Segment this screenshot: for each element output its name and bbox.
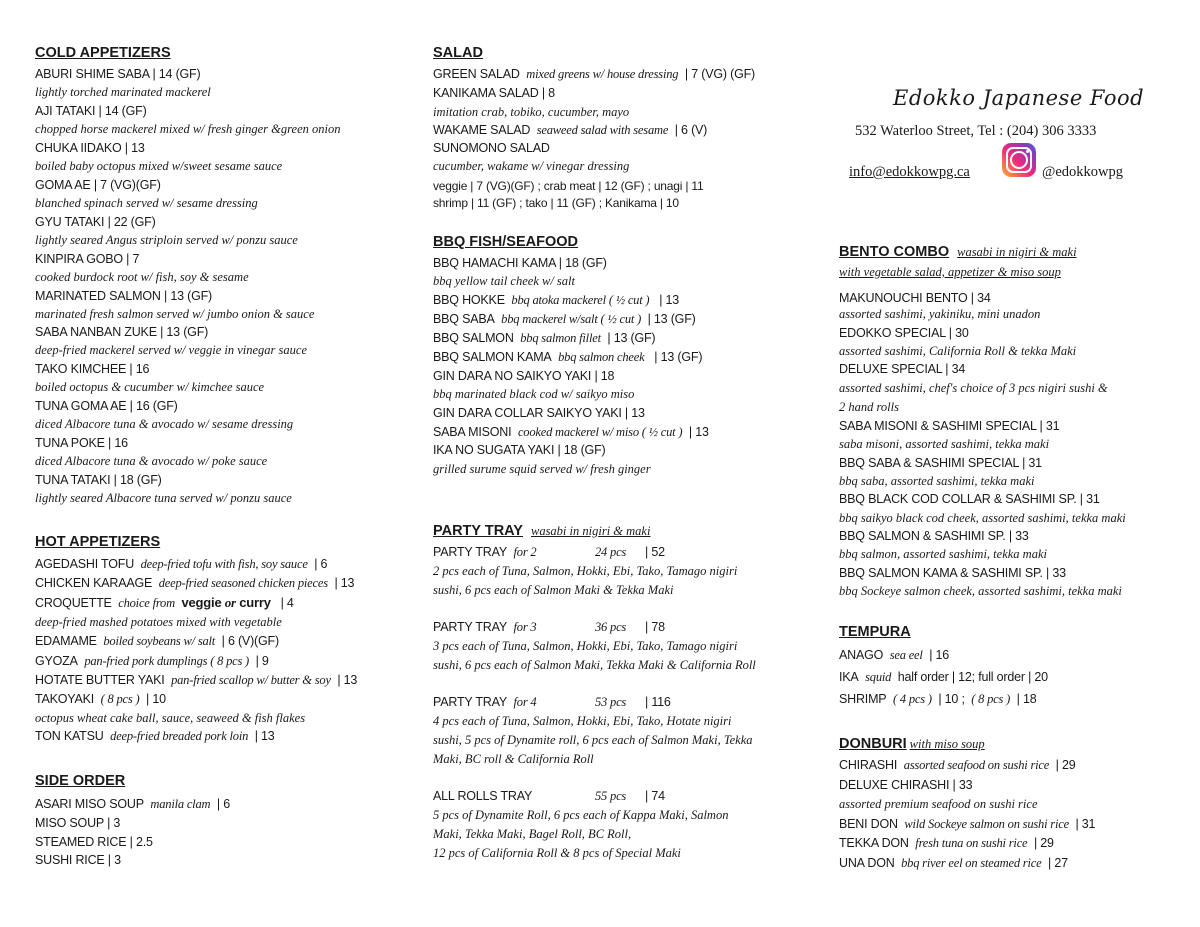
item-description: 3 pcs each of Tuna, Salmon, Hokki, Ebi, Tako, Tamago nigiri [433,639,738,653]
menu-item: BENI DON wild Sockeye salmon on sushi rice | 31 [839,817,1096,831]
item-description: assorted sashimi, yakiniku, mini unadon [839,307,1041,321]
item-description: marinated fresh salmon served w/ jumbo onion & sauce [35,307,315,321]
item-description: 4 pcs each of Tuna, Salmon, Hokki, Ebi, Tako, Hotate nigiri [433,714,732,728]
item-description: deep-fried mackerel served w/ veggie in vinegar sauce [35,343,308,357]
item-description: bbq salmon, assorted sashimi, tekka maki [839,547,1047,561]
donburi-heading: DONBURI with miso soup [839,736,985,752]
item-description: 2 hand rolls [839,400,899,414]
menu-item: CHIRASHI assorted seafood on sushi rice | 29 [839,758,1076,772]
item-description: octopus wheat cake ball, sauce, seaweed & fish flakes [35,711,306,725]
menu-item: GIN DARA NO SAIKYO YAKI | 18 [433,369,615,383]
menu-item: BBQ SALMON KAMA bbq salmon cheek | 13 (GF) [433,350,703,364]
menu-item-options: veggie | 7 (VG)(GF) ; crab meat | 12 (GF) ; unagi | 11 [433,179,704,193]
menu-item: AGEDASHI TOFU deep-fried tofu with fish, soy sauce | 6 [35,557,328,571]
item-description: assorted sashimi, California Roll & tekka Maki [839,344,1077,358]
menu-item: EDAMAME boiled soybeans w/ salt | 6 (V)(GF) [35,634,279,648]
item-description: 12 pcs of California Roll & 8 pcs of Special Maki [433,846,681,860]
item-description: bbq saba, assorted sashimi, tekka maki [839,474,1035,488]
item-description: Maki, BC roll & California Roll [433,752,594,766]
menu-item: CHUKA IIDAKO | 13 [35,141,145,155]
menu-item: GYU TATAKI | 22 (GF) [35,215,156,229]
menu-item: TAKO KIMCHEE | 16 [35,362,150,376]
menu-item: BBQ SALMON KAMA & SASHIMI SP. | 33 [839,566,1066,580]
menu-item: KANIKAMA SALAD | 8 [433,86,555,100]
item-description: bbq marinated black cod w/ saikyo miso [433,387,635,401]
menu-item: TUNA GOMA AE | 16 (GF) [35,399,178,413]
menu-item: TAKOYAKI ( 8 pcs ) | 10 [35,692,166,706]
menu-item: KINPIRA GOBO | 7 [35,252,140,266]
tempura-heading: TEMPURA [839,624,911,640]
party-tray-item: ALL ROLLS TRAY 55 pcs | 74 [433,789,665,803]
item-description: deep-fried mashed potatoes mixed with vegetable [35,615,282,629]
menu-item: SUSHI RICE | 3 [35,853,121,867]
menu-item: MARINATED SALMON | 13 (GF) [35,289,213,303]
item-description: sushi, 6 pcs each of Salmon Maki & Tekka Maki [433,583,674,597]
menu-item: ABURI SHIME SABA | 14 (GF) [35,67,201,81]
menu-item: EDOKKO SPECIAL | 30 [839,326,969,340]
menu-item: TUNA TATAKI | 18 (GF) [35,473,162,487]
item-description: imitation crab, tobiko, cucumber, mayo [433,105,630,119]
menu-item: MAKUNOUCHI BENTO | 34 [839,291,991,305]
menu-item: ASARI MISO SOUP manila clam | 6 [35,797,230,811]
item-description: chopped horse mackerel mixed w/ fresh ginger &green onion [35,122,341,136]
menu-item: BBQ SABA & SASHIMI SPECIAL | 31 [839,456,1042,470]
menu-item: BBQ HAMACHI KAMA | 18 (GF) [433,256,607,270]
hot-appetizers-heading: HOT APPETIZERS [35,534,161,550]
menu-item: CHICKEN KARAAGE deep-fried seasoned chicken pieces | 13 [35,576,355,590]
menu-item: TUNA POKE | 16 [35,436,128,450]
item-description: 5 pcs of Dynamite Roll, 6 pcs each of Kappa Maki, Salmon [433,808,729,822]
item-description: diced Albacore tuna & avocado w/ sesame dressing [35,417,294,431]
bento-combo-heading: BENTO COMBO wasabi in nigiri & maki [839,244,1077,260]
menu-item: BBQ SALMON bbq salmon fillet | 13 (GF) [433,331,656,345]
item-description: boiled octopus & cucumber w/ kimchee sauce [35,380,265,394]
menu-item: MISO SOUP | 3 [35,816,121,830]
item-description: blanched spinach served w/ sesame dressing [35,196,258,210]
menu-item: BBQ BLACK COD COLLAR & SASHIMI SP. | 31 [839,492,1100,506]
party-tray-item: PARTY TRAY for 2 24 pcs | 52 [433,545,665,559]
menu-item: AJI TATAKI | 14 (GF) [35,104,147,118]
instagram-handle: @edokkowpg [1042,164,1124,180]
menu-item: WAKAME SALAD seaweed salad with sesame | 6 (V) [433,123,708,137]
bbq-heading: BBQ FISH/SEAFOOD [433,234,579,250]
party-tray-item: PARTY TRAY for 4 53 pcs | 116 [433,695,671,709]
item-description: bbq yellow tail cheek w/ salt [433,274,575,288]
restaurant-name: Edokko Japanese Food [893,86,1145,110]
menu-item: SHRIMP ( 4 pcs ) | 10 ; ( 8 pcs ) | 18 [839,692,1037,706]
menu-item: STEAMED RICE | 2.5 [35,835,153,849]
item-description: bbq saikyo black cod cheek, assorted sashimi, tekka maki [839,511,1126,525]
menu-item: HOTATE BUTTER YAKI pan-fried scallop w/ butter & soy | 13 [35,673,358,687]
menu-item: CROQUETTE choice from veggie or curry | 4 [35,595,294,610]
menu-item-options: shrimp | 11 (GF) ; tako | 11 (GF) ; Kanikama | 10 [433,196,679,210]
item-description: saba misoni, assorted sashimi, tekka maki [839,437,1050,451]
item-description: cucumber, wakame w/ vinegar dressing [433,159,630,173]
side-order-heading: SIDE ORDER [35,773,126,789]
cold-appetizers-heading: COLD APPETIZERS [35,45,171,61]
menu-item: IKA squid half order | 12; full order | 20 [839,670,1048,684]
item-description: lightly torched marinated mackerel [35,85,211,99]
item-description: lightly seared Albacore tuna served w/ ponzu sauce [35,491,292,505]
item-description: diced Albacore tuna & avocado w/ poke sauce [35,454,268,468]
menu-item: SABA MISONI & SASHIMI SPECIAL | 31 [839,419,1060,433]
menu-item: IKA NO SUGATA YAKI | 18 (GF) [433,443,606,457]
menu-item: BBQ SABA bbq mackerel w/salt ( ½ cut ) | 13 (GF) [433,312,696,326]
menu-item: BBQ SALMON & SASHIMI SP. | 33 [839,529,1029,543]
item-description: 2 pcs each of Tuna, Salmon, Hokki, Ebi, Tako, Tamago nigiri [433,564,738,578]
menu-item: UNA DON bbq river eel on steamed rice | 27 [839,856,1068,870]
menu-item: TON KATSU deep-fried breaded pork loin | 13 [35,729,275,743]
party-tray-item: PARTY TRAY for 3 36 pcs | 78 [433,620,665,634]
item-description: grilled surume squid served w/ fresh ginger [433,462,651,476]
menu-item: TEKKA DON fresh tuna on sushi rice | 29 [839,836,1054,850]
item-description: sushi, 6 pcs each of Salmon Maki, Tekka Maki & California Roll [433,658,756,672]
item-description: cooked burdock root w/ fish, soy & sesame [35,270,249,284]
menu-item: SABA NANBAN ZUKE | 13 (GF) [35,325,209,339]
menu-item: ANAGO sea eel | 16 [839,648,950,662]
salad-heading: SALAD [433,45,483,61]
menu-item: BBQ HOKKE bbq atoka mackerel ( ½ cut ) | 13 [433,293,680,307]
item-description: Maki, Tekka Maki, Bagel Roll, BC Roll, [433,827,632,841]
menu-item: DELUXE CHIRASHI | 33 [839,778,973,792]
email-link[interactable]: info@edokkowpg.ca [849,164,970,180]
menu-item: GIN DARA COLLAR SAIKYO YAKI | 13 [433,406,645,420]
party-tray-heading: PARTY TRAY wasabi in nigiri & maki [433,523,651,539]
menu-item: GOMA AE | 7 (VG)(GF) [35,178,161,192]
item-description: bbq Sockeye salmon cheek, assorted sashimi, tekka maki [839,584,1122,598]
item-description: assorted premium seafood on sushi rice [839,797,1038,811]
menu-item: DELUXE SPECIAL | 34 [839,362,966,376]
menu-item: SABA MISONI cooked mackerel w/ miso ( ½ cut ) | 13 [433,425,709,439]
item-description: boiled baby octopus mixed w/sweet sesame sauce [35,159,283,173]
item-description: sushi, 5 pcs of Dynamite roll, 6 pcs each of Salmon Maki, Tekka [433,733,753,747]
restaurant-address: 532 Waterloo Street, Tel : (204) 306 3333 [855,123,1097,139]
item-description: assorted sashimi, chef's choice of 3 pcs nigiri sushi & [839,381,1108,395]
bento-combo-subheading: with vegetable salad, appetizer & miso soup [839,265,1061,279]
menu-item: SUNOMONO SALAD [433,141,550,155]
menu-item: GREEN SALAD mixed greens w/ house dressing | 7 (VG) (GF) [433,67,755,81]
item-description: lightly seared Angus striploin served w/ ponzu sauce [35,233,298,247]
menu-item: GYOZA pan-fried pork dumplings ( 8 pcs ) | 9 [35,654,269,668]
instagram-icon [1002,143,1036,177]
